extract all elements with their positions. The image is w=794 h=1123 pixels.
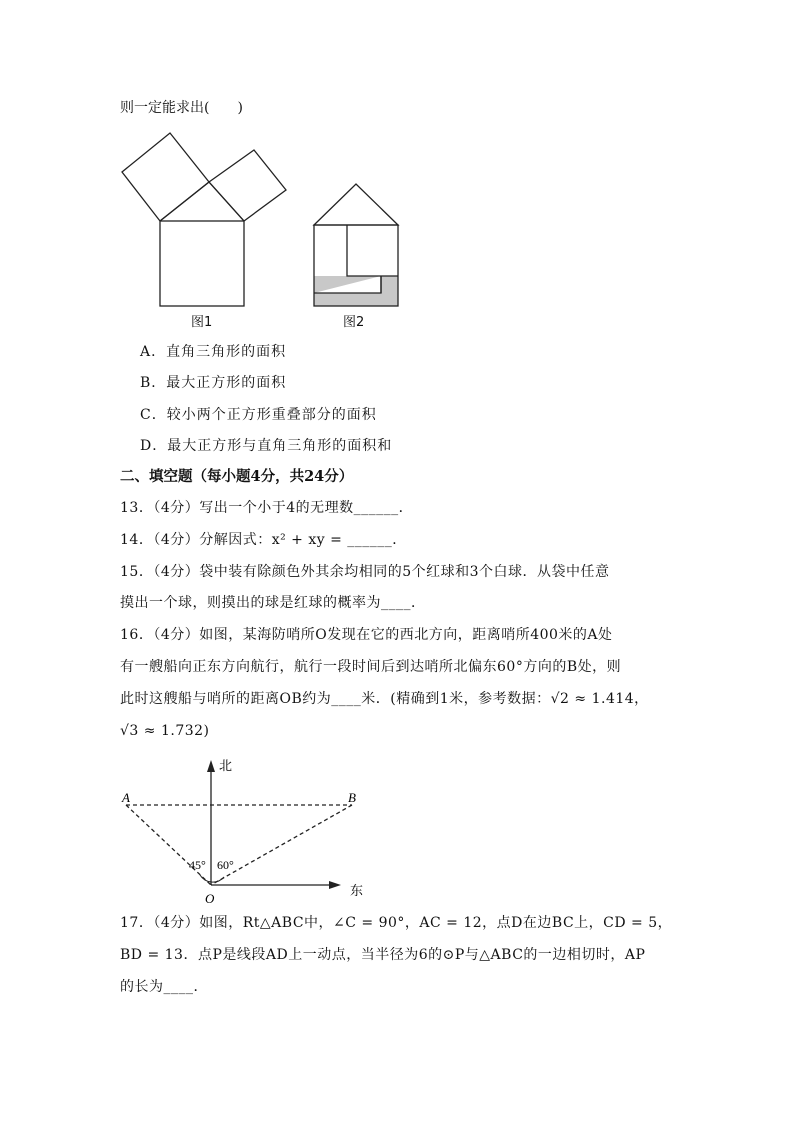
question-15-line1: 15．（4分）袋中装有除颜色外其余均相同的5个红球和3个白球．从袋中任意 [120,564,610,580]
right-square [209,150,286,221]
section-title: 二、填空题（每小题4分，共24分） [120,468,354,485]
figure-1-caption: 图1 [191,315,213,330]
question-17-line2: BD = 13．点P是线段AD上一动点，当半径为6的⊙P与△ABC的一边相切时，AP [120,947,646,963]
figure-2-caption: 图2 [343,315,365,330]
point-o-label: O [205,891,215,906]
point-a-label: A [122,790,130,805]
direction-diagram [126,760,352,889]
question-17-line3: 的长为____． [120,979,208,995]
small-square-edge [347,225,398,276]
question-14: 14．（4分）分解因式：x² + xy = ______． [120,532,407,548]
option-b: B．最大正方形的面积 [140,375,287,391]
ob-line [211,805,352,885]
question-16-line4: √3 ≈ 1.732) [120,723,210,739]
angle-60-label: 60° [217,858,234,872]
figure-2 [314,184,398,306]
oa-line [126,805,211,885]
question-16-line3: 此时这艘船与哨所的距离OB约为____米．(精确到1米，参考数据：√2 ≈ 1.414， [120,691,649,707]
question-17-line1: 17．（4分）如图，Rt△ABC中，∠C = 90°，AC = 12，点D在边BC上，CD = 5， [120,915,673,931]
question-13: 13．（4分）写出一个小于4的无理数______． [120,500,414,516]
east-arrow-icon [329,881,341,889]
large-square [160,221,244,306]
north-label: 北 [219,759,233,774]
angle-arc [200,875,224,882]
question-16-line1: 16．（4分）如图，某海防哨所O发现在它的西北方向，距离哨所400米的A处 [120,627,613,643]
question-16-line2: 有一艘船向正东方向航行，航行一段时间后到达哨所北偏东60°方向的B处，则 [120,659,622,675]
option-c: C．较小两个正方形重叠部分的面积 [140,407,377,423]
north-arrow-icon [207,760,215,772]
figure-1 [122,133,286,306]
option-a: A．直角三角形的面积 [140,344,287,360]
point-b-label: B [348,790,356,805]
top-triangle [314,184,398,225]
question-intro: 则一定能求出( ) [120,100,243,116]
left-square [122,133,209,221]
angle-45-label: 45° [189,858,206,872]
east-label: 东 [350,884,364,899]
option-d: D．最大正方形与直角三角形的面积和 [140,438,393,454]
question-15-line2: 摸出一个球，则摸出的球是红球的概率为____． [120,595,426,611]
